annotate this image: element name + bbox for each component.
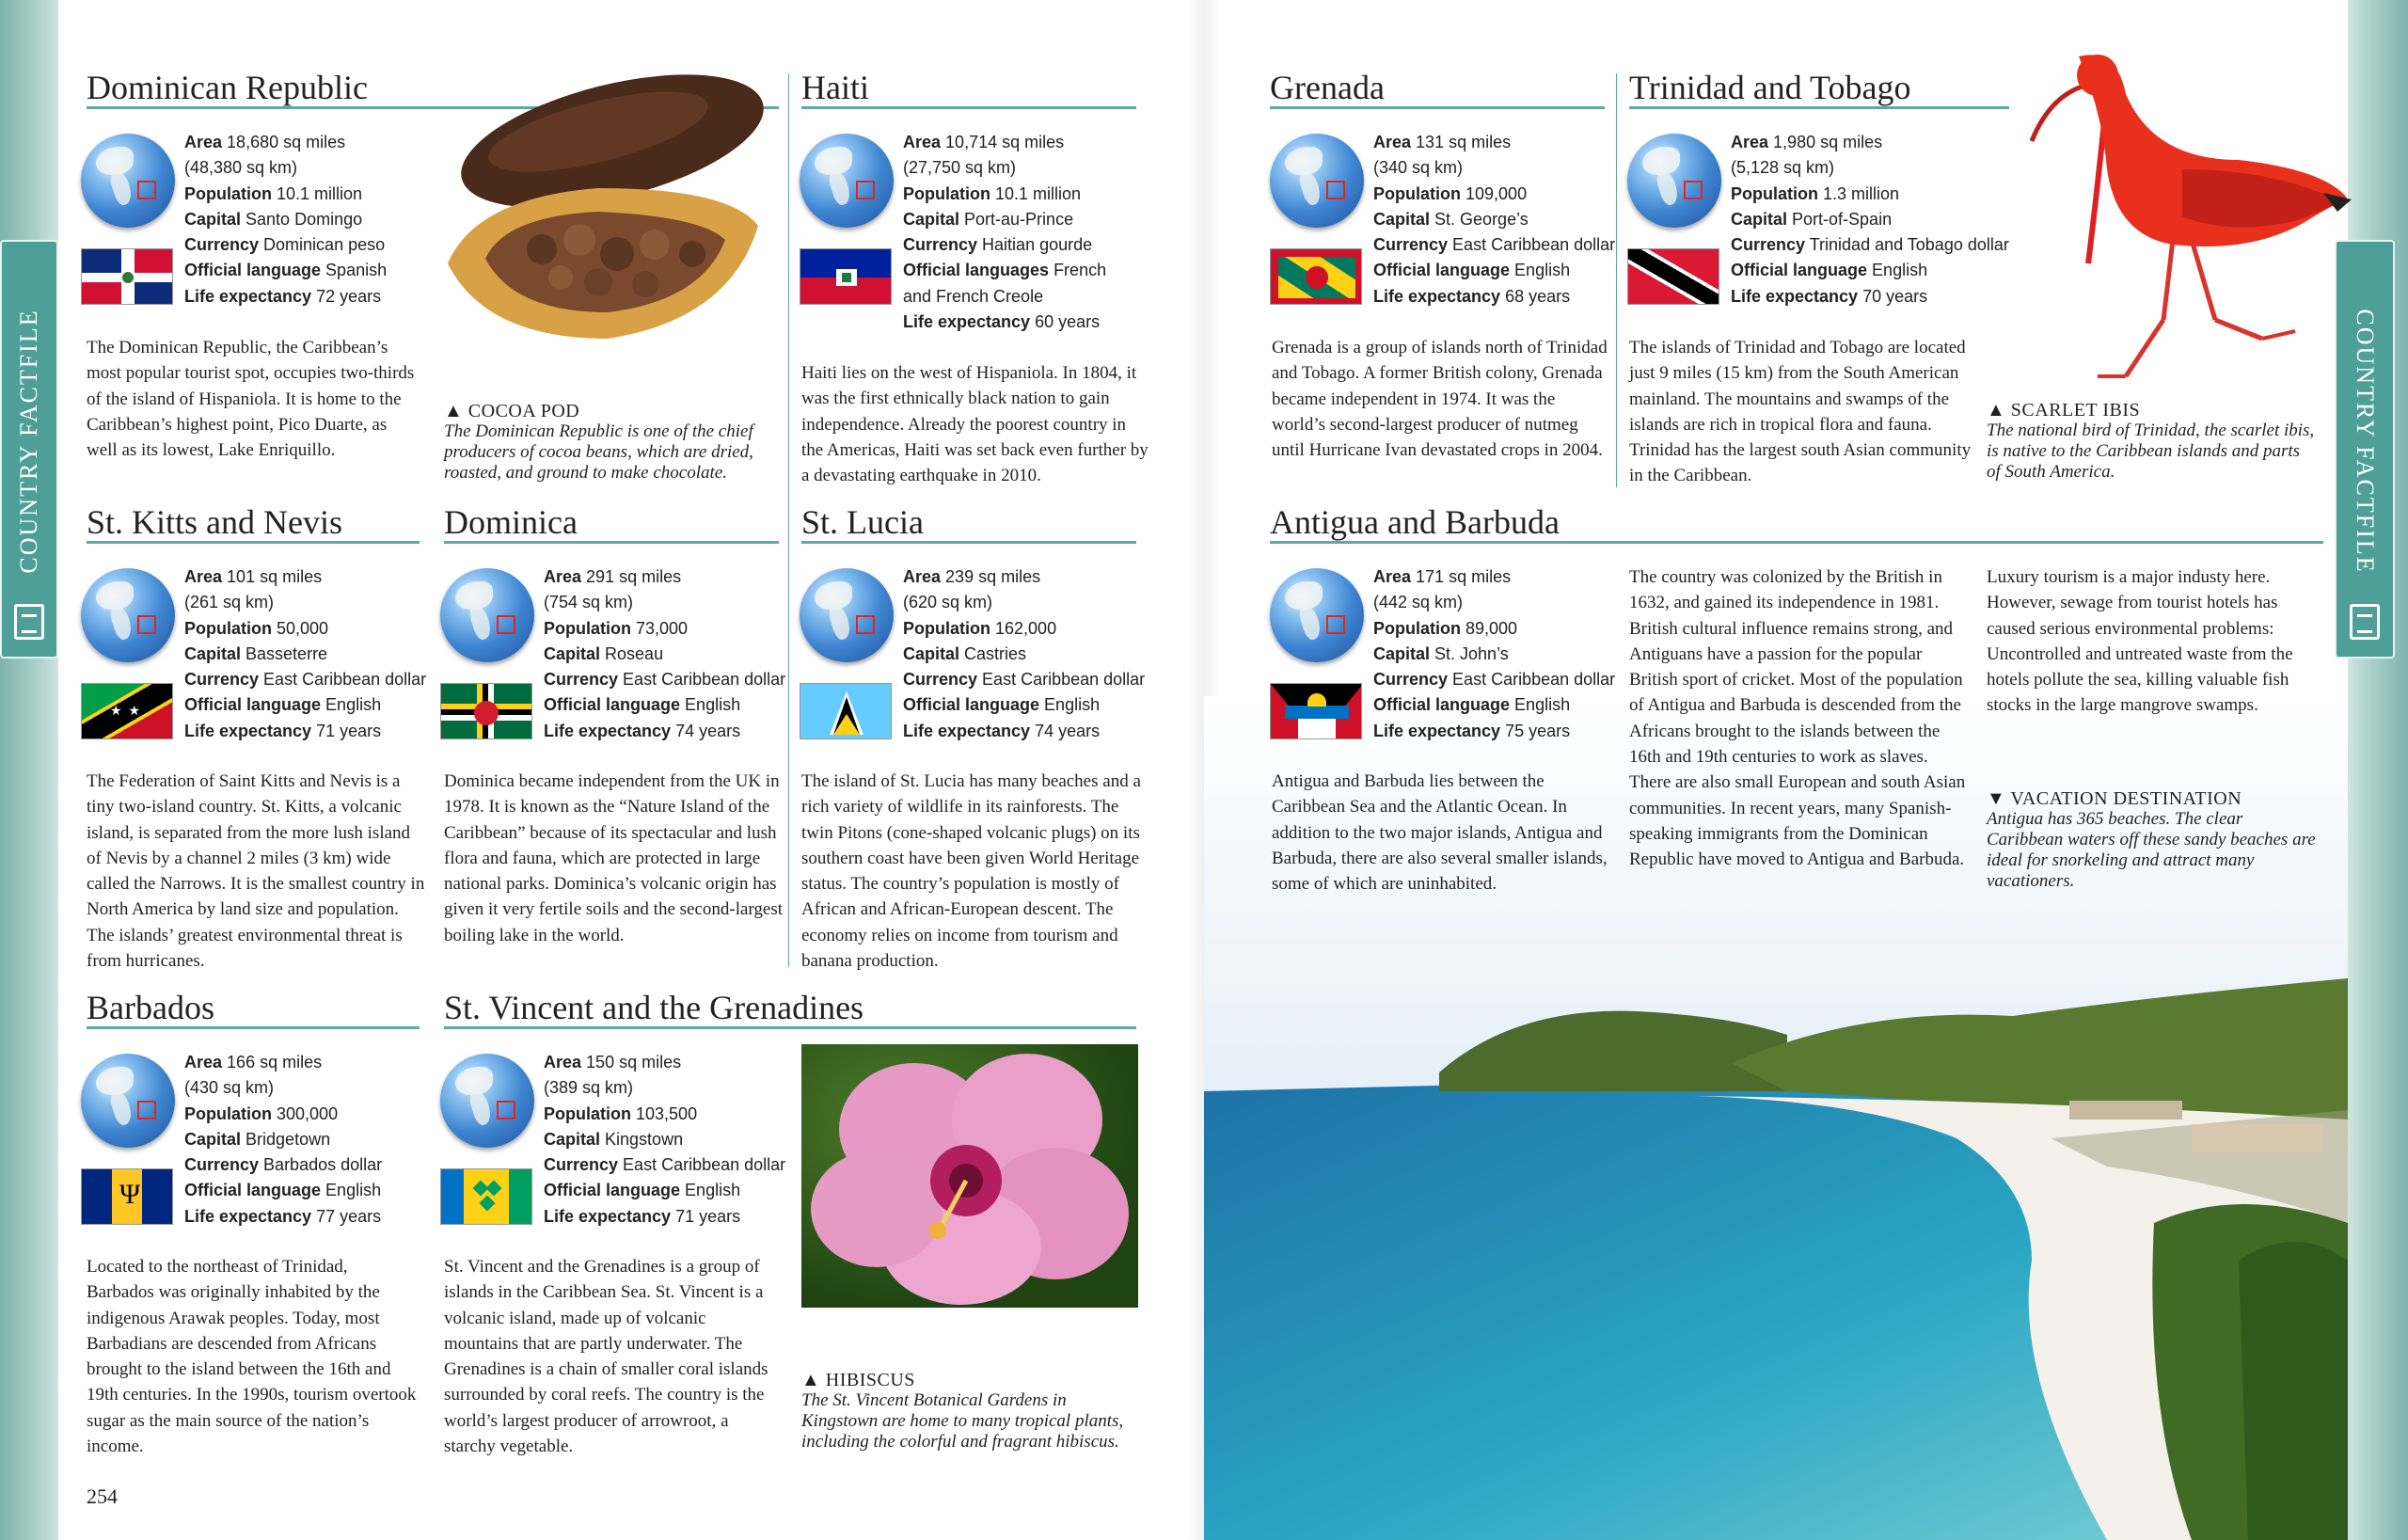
stats-list: Area 131 sq miles (340 sq km) Population 109,000 Capital St. George’s Currency East Caribbean dollar Official language English Life expectancy 68 years bbox=[1373, 133, 1616, 306]
factbox-st-kitts bbox=[81, 568, 429, 747]
location-marker bbox=[1684, 181, 1703, 199]
factbox-haiti bbox=[800, 134, 1148, 341]
country-heading: Trinidad and Tobago bbox=[1629, 66, 2009, 109]
globe-map-icon bbox=[440, 1054, 534, 1148]
stats-list: Area 101 sq miles (261 sq km) Population 50,000 Capital Basseterre Currency East Caribbean dollar Official language English Life expectancy 71 years bbox=[184, 567, 427, 740]
stats-list: Area 18,680 sq miles (48,380 sq km) Population 10.1 million Capital Santo Domingo Currency Dominican peso Official language Spanish Life expectancy 72 years bbox=[184, 133, 388, 306]
body-text: St. Vincent and the Grenadines is a group of islands in the Caribbean Sea. St. Vincent is a volcanic island, made up of volcanic mountains that are partly underwater. The Grenadines is a chain of smaller coral islands surrounded by coral reefs. The country is the world’s largest producer of arrowroot, a starchy vegetable. bbox=[444, 1257, 768, 1457]
factbox-dominican bbox=[81, 134, 457, 312]
body-text: The islands of Trinidad and Tobago are located just 9 miles (15 km) from the South American mainland. The mountains and swamps of the islands are rich in tropical flora and fauna. Trinidad has the largest south Asian community in the Caribbean. bbox=[1629, 338, 1972, 486]
section-st-vincent bbox=[444, 986, 1136, 1029]
country-heading: Barbados bbox=[87, 986, 420, 1029]
country-heading: Dominica bbox=[444, 500, 779, 544]
body-text: Located to the northeast of Trinidad, Barbados was originally inhabited by the indigenous Arawak peoples. Today, most Barbadians are descended from Africans brought to the island between the 16th and 19th centuries. In the 1990s, tourism overtook sugar as the main source of the nation’s income. bbox=[87, 1257, 417, 1457]
factbox-grenada bbox=[1270, 134, 1618, 312]
body-text: The Federation of Saint Kitts and Nevis is a tiny two-island country. St. Kitts, a volcanic island, is separated from the more lush island of Nevis by a channel 2 miles (3 km) wide called the Narrows. It is the smallest country in North America by land size and population. The islands’ greatest environmental threat is from hurricanes. bbox=[87, 771, 425, 972]
body-text: Grenada is a group of islands north of Trinidad and Tobago. A former British colony, Grenada became independent in 1974. It was the world’s second-largest producer of nutmeg until Hurricane Ivan devastated crops in 2004. bbox=[1272, 338, 1608, 461]
location-marker bbox=[137, 615, 156, 634]
globe-map-icon bbox=[800, 568, 894, 662]
flag-st-lucia bbox=[800, 683, 892, 739]
factfile-tab-left bbox=[0, 240, 58, 659]
location-marker bbox=[497, 1101, 515, 1119]
caption-ibis: ▲ SCARLET IBIS The national bird of Trinidad, the scarlet ibis, is native to the Caribbean islands and parts of South America. bbox=[1987, 400, 2315, 482]
location-marker bbox=[137, 181, 156, 199]
stats-list: Area 150 sq miles (389 sq km) Population 103,500 Capital Kingstown Currency East Caribbean dollar Official language English Life expectancy 71 years bbox=[544, 1053, 786, 1226]
flag-dominican-republic bbox=[81, 248, 173, 305]
globe-map-icon bbox=[81, 134, 175, 228]
caption-hibiscus: ▲ HIBISCUS The St. Vincent Botanical Gardens in Kingstown are home to many tropical plants, including the colorful and fragrant hibiscus. bbox=[801, 1370, 1124, 1452]
stats-list: Area 171 sq miles (442 sq km) Population 89,000 Capital St. John’s Currency East Caribbean dollar Official language English Life expectancy 75 years bbox=[1373, 567, 1616, 740]
factbox-st-lucia bbox=[800, 568, 1148, 747]
country-heading: Haiti bbox=[801, 66, 1136, 109]
notepad-icon bbox=[14, 604, 44, 640]
country-heading: St. Lucia bbox=[801, 500, 1136, 544]
globe-map-icon bbox=[1627, 134, 1721, 228]
stats-list: Area 1,980 sq miles (5,128 sq km) Population 1.3 million Capital Port-of-Spain Currency Trinidad and Tobago dollar Official language English Life expectancy 70 years bbox=[1731, 133, 2009, 306]
section-st-kitts bbox=[87, 500, 420, 544]
globe-map-icon bbox=[440, 568, 534, 662]
location-marker bbox=[856, 181, 875, 199]
flag-st-kitts: ★ ★ bbox=[81, 683, 173, 739]
country-heading: St. Kitts and Nevis bbox=[87, 500, 420, 544]
factbox-st-vincent bbox=[440, 1054, 788, 1232]
section-dominica bbox=[444, 500, 779, 544]
stats-list: Area 291 sq miles (754 sq km) Population 73,000 Capital Roseau Currency East Caribbean dollar Official language English Life expectancy 74 years bbox=[544, 567, 786, 740]
body-text: The country was colonized by the British in 1632, and gained its independence in 1981. British cultural influence remains strong, and Antiguans have a passion for the popular British sport of cricket. Most of the population of Antigua and Barbuda is descended from the Africans brought to the islands between the 16th and 19th centuries to work as slaves. There are also small European and south Asian communities. In recent years, many Spanish-speaking immigrants from the Dominican Republic have moved to Antigua and Barbuda. bbox=[1629, 567, 1966, 870]
flag-dominica bbox=[440, 683, 532, 739]
caption-cocoa: ▲ COCOA POD The Dominican Republic is one of the chief producers of cocoa beans, which are dried, roasted, and ground to make chocolate. bbox=[444, 401, 753, 483]
left-edge-strip bbox=[0, 0, 58, 1540]
factbox-barbados bbox=[81, 1054, 429, 1232]
body-text: The Dominican Republic, the Caribbean’s most popular tourist spot, occupies two-thirds of the island of Hispaniola. It is home to the Caribbean’s highest point, Pico Duarte, as well as its lowest, Lake Enriquillo. bbox=[87, 338, 415, 461]
stats-list: Area 10,714 sq miles (27,750 sq km) Population 10.1 million Capital Port-au-Prince Currency Haitian gourde Official languages French and French Creole Life expectancy 60 years bbox=[903, 133, 1107, 332]
section-antigua bbox=[1270, 500, 2323, 544]
flag-trinidad bbox=[1627, 248, 1719, 305]
flag-haiti bbox=[800, 248, 892, 305]
country-heading: Grenada bbox=[1270, 66, 1605, 109]
stats-list: Area 239 sq miles (620 sq km) Population 162,000 Capital Castries Currency East Caribbean dollar Official language English Life expectancy 74 years bbox=[903, 567, 1146, 740]
factbox-trinidad bbox=[1627, 133, 2009, 312]
factbox-dominica bbox=[440, 568, 788, 747]
flag-st-vincent bbox=[440, 1168, 532, 1225]
notepad-icon bbox=[2350, 604, 2380, 640]
hibiscus-image bbox=[801, 1044, 1138, 1308]
body-text: Dominica became independent from the UK in 1978. It is known as the “Nature Island of the Caribbean” because of its spectacular and lush flora and fauna, which are protected in large national parks. Dominica’s volcanic origin has given it very fertile soils and the second-largest boiling lake in the world. bbox=[444, 771, 784, 945]
page-number: 254 bbox=[87, 1484, 118, 1508]
body-text: Haiti lies on the west of Hispaniola. In 1804, it was the first ethnically black nation to gain independence. Already the poorest country in the Americas, Haiti was set back even further by a devastating earthquake in 2010. bbox=[801, 363, 1149, 486]
stats-list: Area 166 sq miles (430 sq km) Population 300,000 Capital Bridgetown Currency Barbados dollar Official language English Life expectancy 77 years bbox=[184, 1053, 383, 1226]
flag-barbados: Ψ bbox=[81, 1168, 173, 1225]
section-haiti bbox=[801, 66, 1136, 109]
country-heading: Antigua and Barbuda bbox=[1270, 500, 2323, 544]
country-heading: St. Vincent and the Grenadines bbox=[444, 986, 1136, 1029]
body-text: Antigua and Barbuda lies between the Caribbean Sea and the Atlantic Ocean. In addition to the two major islands, Antigua and Barbuda, there are also several smaller islands, some of which are uninhabited. bbox=[1272, 771, 1608, 895]
globe-map-icon bbox=[81, 1054, 175, 1148]
location-marker bbox=[856, 615, 875, 634]
section-trinidad bbox=[1629, 66, 2009, 109]
factfile-tab-label: COUNTRY FACTFILE bbox=[2352, 308, 2379, 574]
factbox-antigua bbox=[1270, 568, 1618, 747]
location-marker bbox=[1326, 615, 1345, 634]
location-marker bbox=[497, 615, 515, 634]
globe-map-icon bbox=[81, 568, 175, 662]
section-grenada bbox=[1270, 66, 1605, 109]
globe-map-icon bbox=[800, 134, 894, 228]
flag-grenada bbox=[1270, 248, 1362, 305]
body-text: The island of St. Lucia has many beaches and a rich variety of wildlife in its rainforests. The twin Pitons (cone-shaped volcanic plugs) on its southern coast have been given World Heritage status. The country’s population is mostly of African and African-European descent. The economy relies on income from tourism and banana production. bbox=[801, 771, 1141, 972]
factfile-tab-label: COUNTRY FACTFILE bbox=[15, 308, 42, 574]
caption-vacation: ▼ VACATION DESTINATION Antigua has 365 beaches. The clear Caribbean waters off these sandy beaches are ideal for snorkeling and attract many vacationers. bbox=[1987, 788, 2316, 891]
cocoa-pod-image bbox=[420, 66, 777, 348]
body-text: Luxury tourism is a major industy here. However, sewage from tourist hotels has caused serious environmental problems: Uncontrolled and untreated waste from the hotels pollute the sea, killing valuable fish stocks in the large mangrove swamps. bbox=[1987, 567, 2293, 716]
country-heading: Dominican Republic bbox=[87, 66, 779, 109]
section-barbados bbox=[87, 986, 420, 1029]
globe-map-icon bbox=[1270, 568, 1364, 662]
flag-antigua bbox=[1270, 683, 1362, 739]
scarlet-ibis-image bbox=[2013, 38, 2361, 395]
location-marker bbox=[1326, 181, 1345, 199]
location-marker bbox=[137, 1101, 156, 1119]
section-st-lucia bbox=[801, 500, 1136, 544]
column-rule bbox=[788, 73, 789, 967]
globe-map-icon bbox=[1270, 134, 1364, 228]
